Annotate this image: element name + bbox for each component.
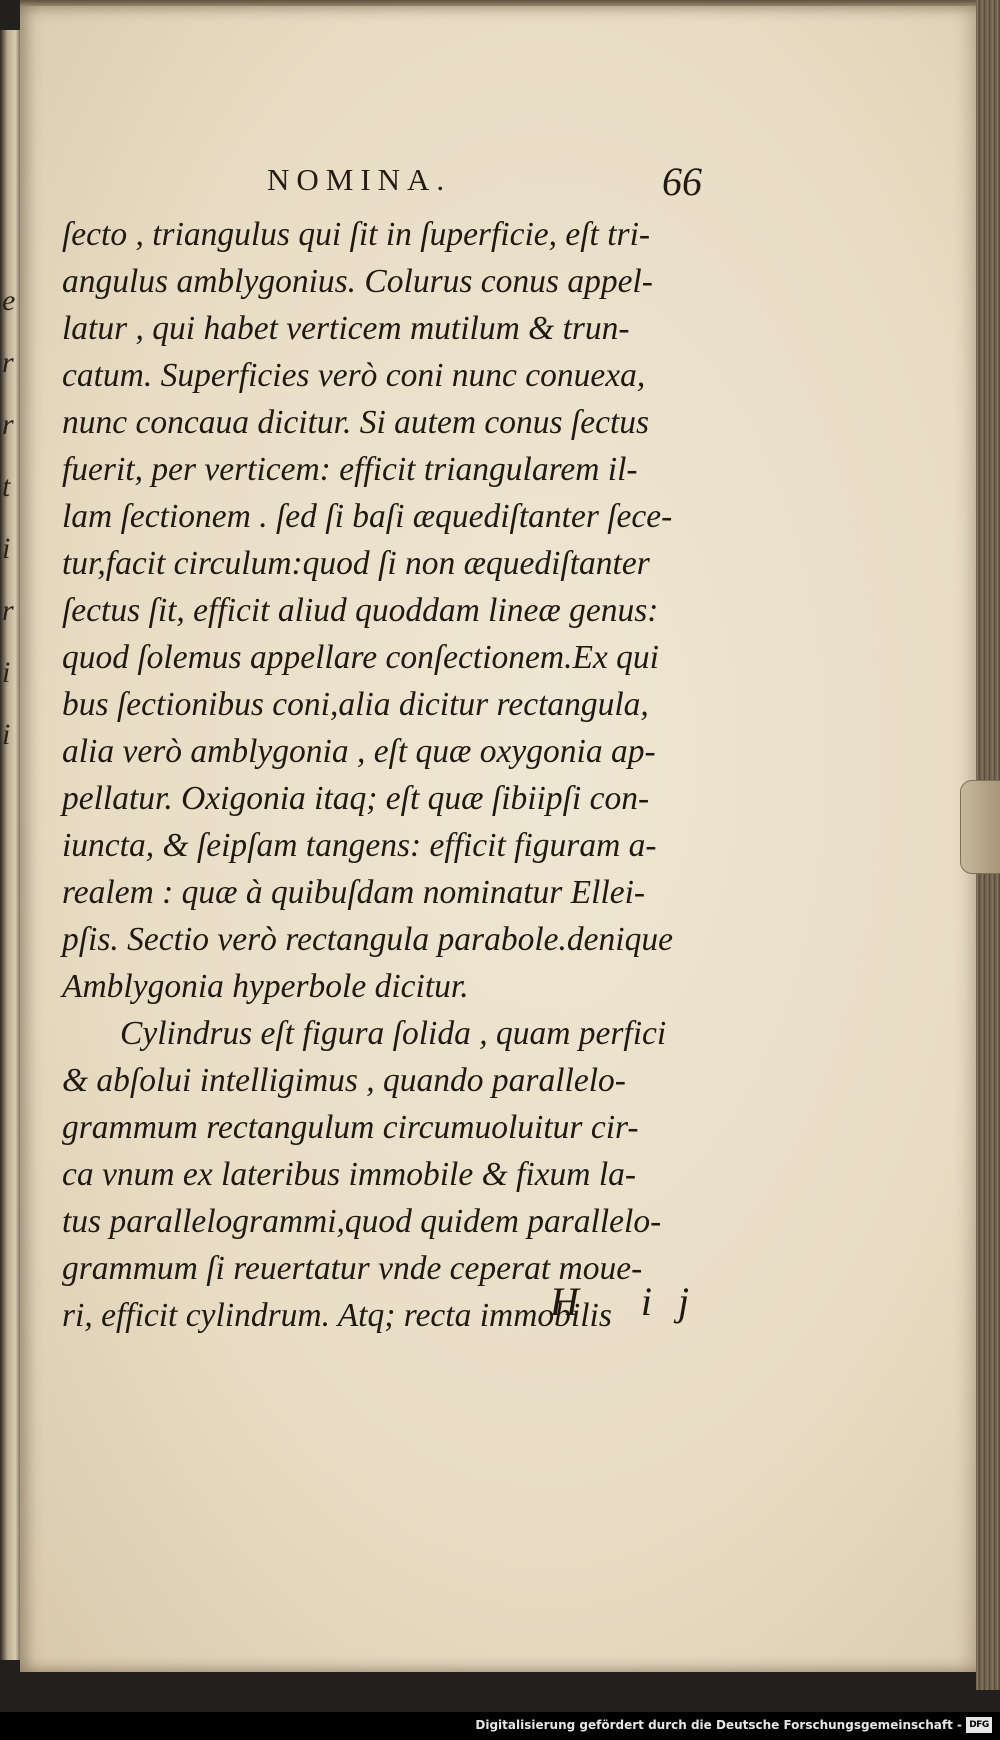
footer-bar	[0, 1712, 1000, 1740]
text-line: tur,facit circulum:quod ſi non æquediſtanter	[62, 545, 650, 582]
text-line: quod ſolemus appellare conſectionem.Ex qui	[62, 639, 659, 676]
dfg-logo-icon: DFG	[966, 1717, 992, 1733]
facing-letter: i	[2, 656, 11, 689]
body-text	[62, 211, 762, 1339]
facing-page-letters	[2, 270, 20, 766]
facing-letter: i	[2, 532, 11, 565]
page-number: 66	[662, 159, 702, 204]
facing-letter: e	[2, 284, 16, 317]
text-line: alia verò amblygonia , eſt quæ oxygonia ap-	[62, 733, 656, 770]
text-line: Amblygonia hyperbole dicitur.	[62, 968, 469, 1005]
text-line: & abſolui intelligimus , quando parallelo-	[62, 1062, 626, 1099]
digitization-credit: Digitalisierung gefördert durch die Deutsche Forschungsgemeinschaft -	[475, 1718, 962, 1732]
signature-mark: H ij	[550, 1279, 716, 1324]
text-line: bus ſectionibus coni,alia dicitur rectangula,	[62, 686, 649, 723]
text-line: iuncta, & ſeipſam tangens: efficit figuram a-	[62, 827, 657, 864]
text-line: tus parallelogrammi,quod quidem parallelo-	[62, 1203, 662, 1240]
text-line: ri, efficit cylindrum. Atq; recta immobilis	[62, 1297, 612, 1334]
text-line: pſis. Sectio verò rectangula parabole.denique	[62, 921, 673, 958]
text-line: angulus amblygonius. Colurus conus appel-	[62, 263, 653, 300]
text-line: pellatur. Oxigonia itaq; eſt quæ ſibiipſi con-	[62, 780, 650, 817]
facing-page-edge	[0, 30, 22, 1660]
facing-letter: r	[2, 408, 14, 441]
text-line: lam ſectionem . ſed ſi baſi æquediſtanter ſece-	[62, 498, 673, 535]
text-line: latur , qui habet verticem mutilum & trun-	[62, 310, 630, 347]
facing-letter: i	[2, 718, 11, 751]
text-line: grammum rectangulum circumuoluitur cir-	[62, 1109, 639, 1146]
text-line: nunc concaua dicitur. Si autem conus ſectus	[62, 404, 650, 441]
text-line: ſecto , triangulus qui ſit in ſuperficie, eſt tri-	[62, 216, 651, 253]
facing-letter: t	[2, 470, 11, 503]
book-page	[20, 6, 980, 1672]
text-line: ca vnum ex lateribus immobile & fixum la-	[62, 1156, 637, 1193]
text-line: grammum ſi reuertatur vnde ceperat moue-	[62, 1250, 643, 1287]
text-line: ſectus ſit, efficit aliud quoddam lineæ genus:	[62, 592, 659, 629]
text-line: realem : quæ à quibuſdam nominatur Ellei-	[62, 874, 646, 911]
facing-letter: r	[2, 346, 14, 379]
running-title: NOMINA.	[267, 162, 452, 197]
page-header	[20, 156, 980, 216]
facing-letter: r	[2, 594, 14, 627]
text-line: Cylindrus eſt figura ſolida , quam perfici	[120, 1015, 667, 1052]
text-line: catum. Superficies verò coni nunc conuexa,	[62, 357, 646, 394]
text-line: fuerit, per verticem: efficit triangularem il-	[62, 451, 638, 488]
book-clasp	[960, 780, 1000, 874]
